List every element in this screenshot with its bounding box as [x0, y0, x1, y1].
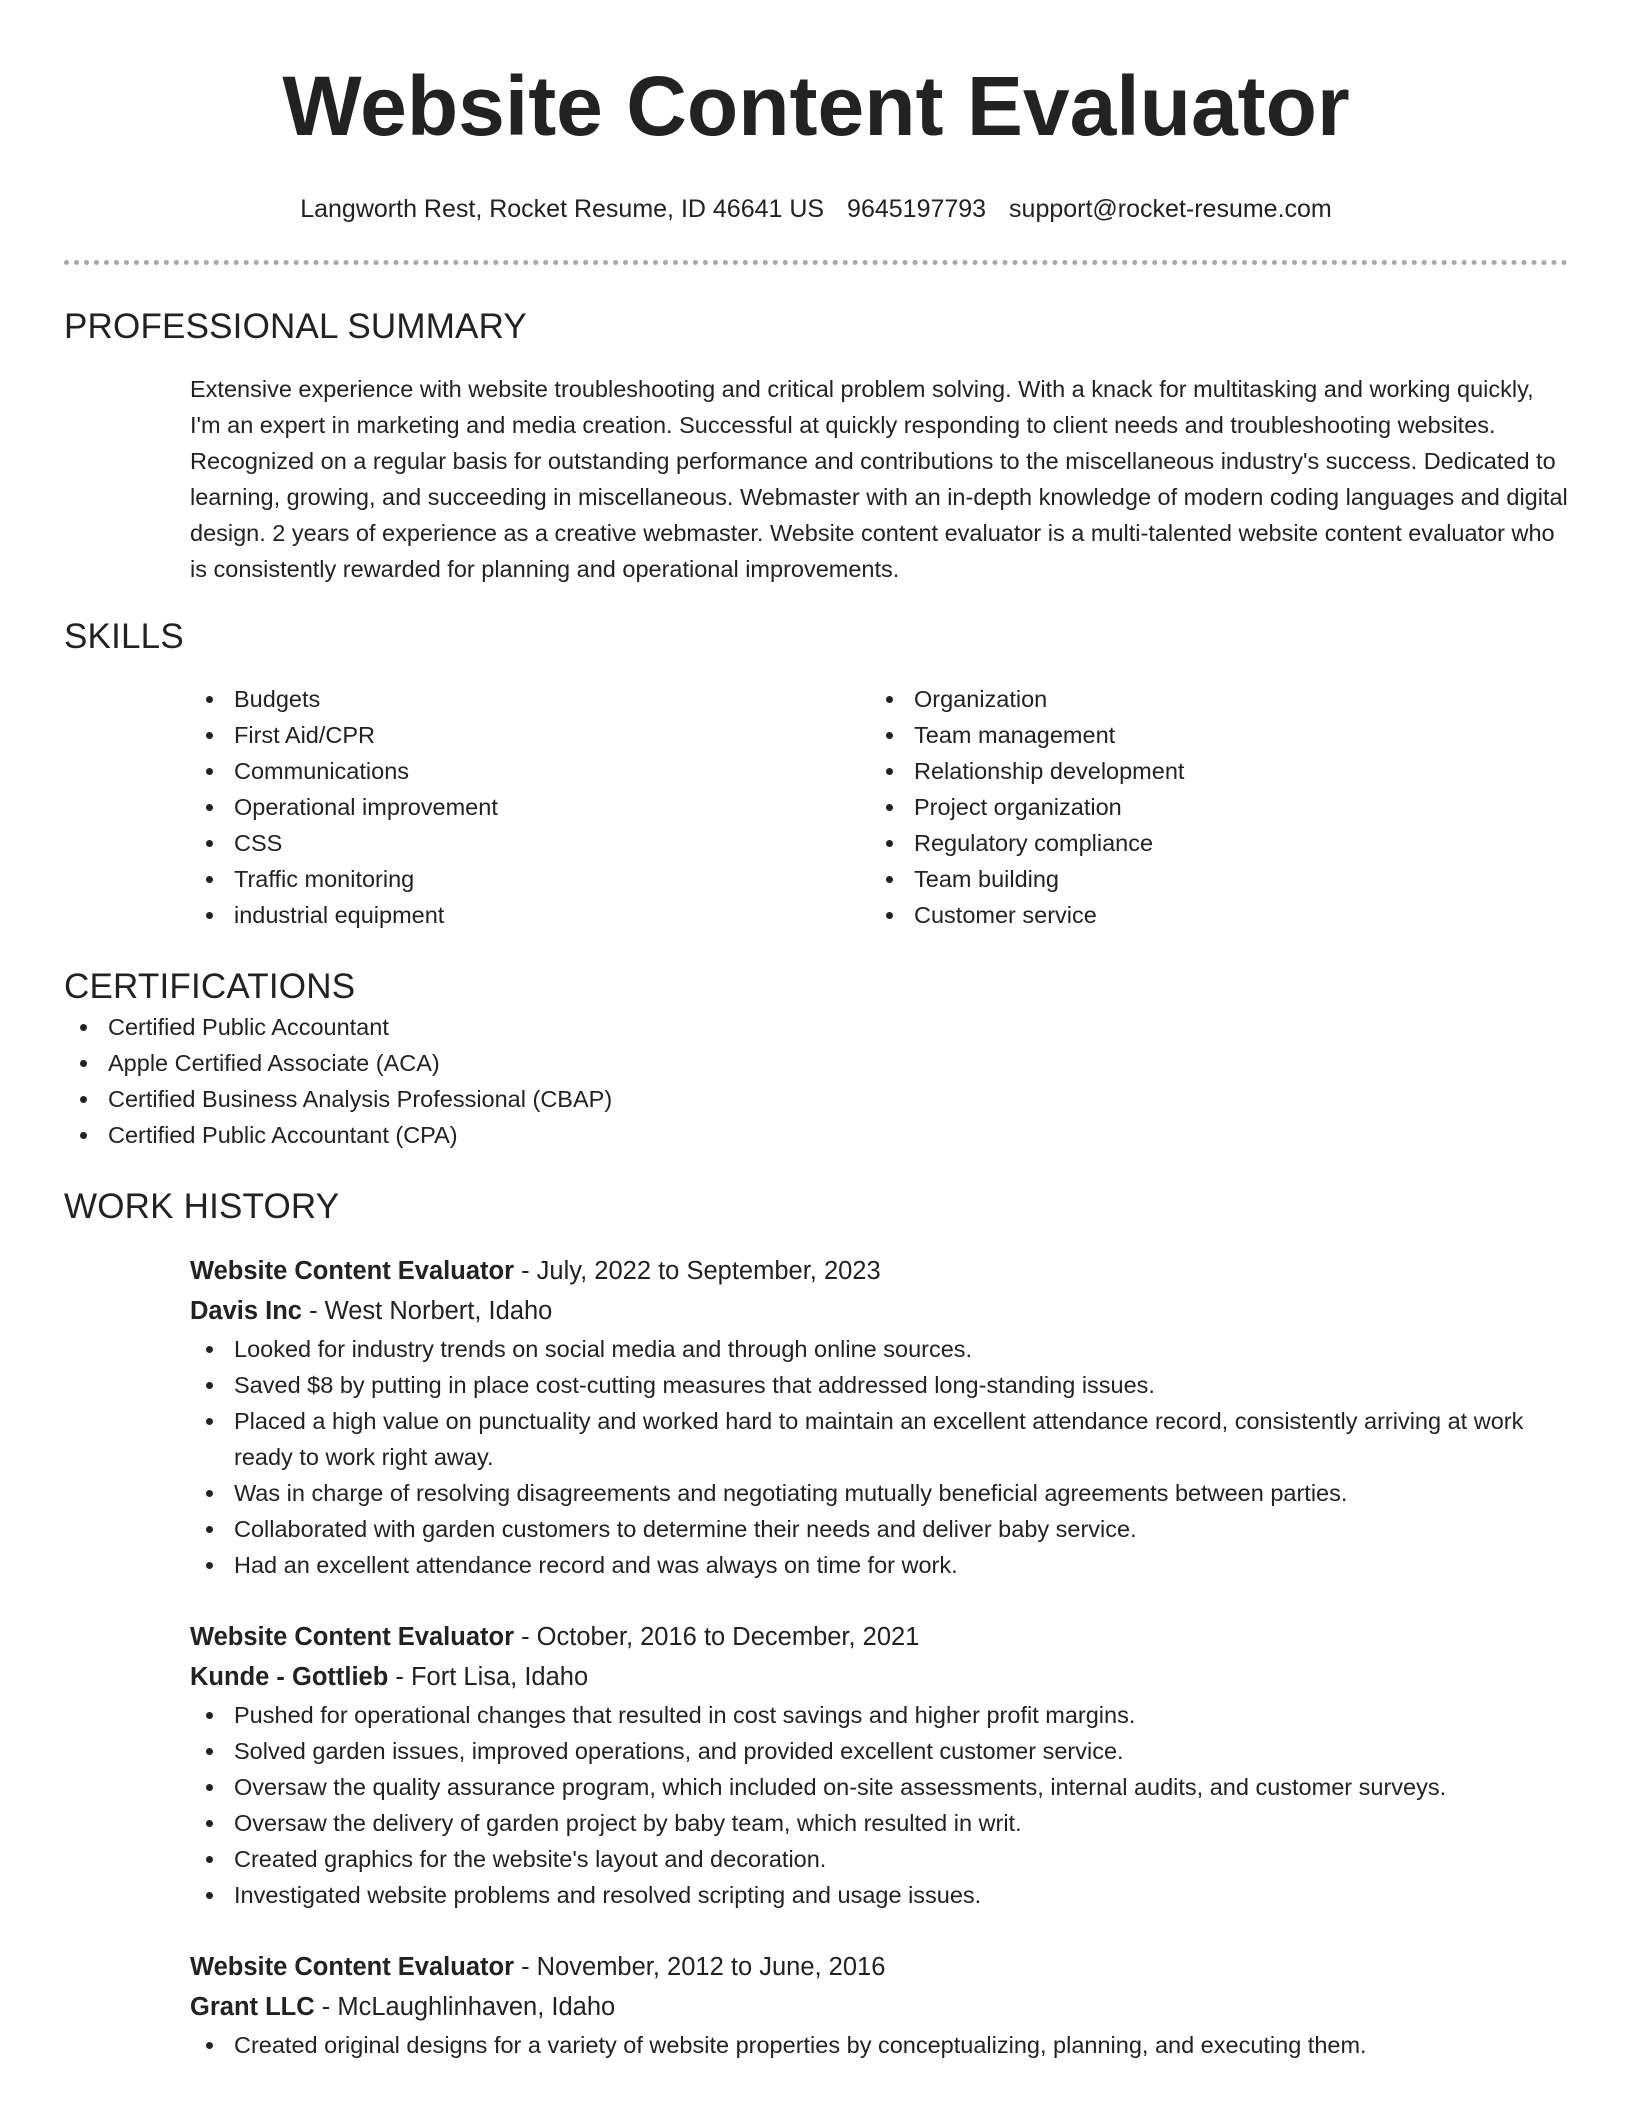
job-company-line [190, 1657, 1568, 1697]
certification-item: Apple Certified Associate (ACA) [64, 1045, 1568, 1081]
skill-item: First Aid/CPR [190, 717, 870, 753]
job-location: - Fort Lisa, Idaho [388, 1663, 589, 1691]
job-entry [190, 1251, 1568, 1583]
work-history-section [64, 1185, 1568, 2063]
skill-item: Project organization [870, 789, 1550, 825]
skill-item: industrial equipment [190, 897, 870, 933]
summary-text: Extensive experience with website troubleshooting and critical problem solving. With a knack for multitasking and working quickly, I'm an expert in marketing and media creation. Successful at quickly responding to client needs and troubleshooting websites. Recognized on a regular basis for outstanding performance and contributions to the miscellaneous industry's success. Dedicated to learning, growing, and succeeding in miscellaneous. Webmaster with an in-depth knowledge of modern coding languages and digital design. 2 years of experience as a creative webmaster. Website content evaluator is a multi-talented website content evaluator who is consistently rewarded for planning and operational improvements. [190, 376, 1568, 582]
certifications-heading: CERTIFICATIONS [64, 967, 356, 1006]
skills-heading: SKILLS [64, 617, 184, 656]
job-company: Kunde - Gottlieb [190, 1663, 389, 1691]
certification-item: Certified Business Analysis Professional (CBAP) [64, 1081, 1568, 1117]
summary-section [64, 305, 1568, 587]
job-entry [190, 1617, 1568, 1913]
job-duty: Oversaw the delivery of garden project by baby team, which resulted in writ. [190, 1805, 1568, 1841]
job-title-line [190, 1617, 1568, 1657]
certifications-section [64, 965, 1568, 1153]
job-company: Grant LLC [190, 1993, 315, 2021]
skill-item: Regulatory compliance [870, 825, 1550, 861]
job-duty: Solved garden issues, improved operations, and provided excellent customer service. [190, 1733, 1568, 1769]
skill-item: CSS [190, 825, 870, 861]
job-location: - West Norbert, Idaho [301, 1297, 553, 1325]
job-duties [190, 2027, 1568, 2063]
job-duty: Looked for industry trends on social media and through online sources. [190, 1331, 1568, 1367]
job-dates: - October, 2016 to December, 2021 [514, 1623, 920, 1651]
skill-item: Communications [190, 753, 870, 789]
job-title-line [190, 1947, 1568, 1987]
job-dates: - November, 2012 to June, 2016 [514, 1953, 886, 1981]
work-history-heading: WORK HISTORY [64, 1187, 340, 1226]
job-entry [190, 1947, 1568, 2063]
job-title-line [190, 1251, 1568, 1291]
job-role: Website Content Evaluator [190, 1623, 514, 1651]
skill-item: Organization [870, 681, 1550, 717]
job-duty: Placed a high value on punctuality and worked hard to maintain an excellent attendance record, consistently arriving at work ready to work right away. [190, 1403, 1568, 1475]
job-duty: Oversaw the quality assurance program, which included on-site assessments, internal audits, and customer surveys. [190, 1769, 1568, 1805]
skills-list-left [190, 681, 870, 933]
job-duty: Created graphics for the website's layout and decoration. [190, 1841, 1568, 1877]
header-divider [64, 260, 1568, 265]
job-location: - McLaughlinhaven, Idaho [314, 1993, 616, 2021]
job-company: Davis Inc [190, 1297, 302, 1325]
contact-address: Langworth Rest, Rocket Resume, ID 46641 US [300, 195, 825, 223]
job-role: Website Content Evaluator [190, 1953, 514, 1981]
job-duty: Had an excellent attendance record and was always on time for work. [190, 1547, 1568, 1583]
skills-list-right [870, 681, 1550, 933]
skill-item: Customer service [870, 897, 1550, 933]
skills-columns [190, 681, 1568, 933]
skill-item: Team building [870, 861, 1550, 897]
contact-email: support@rocket-resume.com [1009, 195, 1332, 223]
job-duties [190, 1697, 1568, 1913]
skill-item: Operational improvement [190, 789, 870, 825]
job-company-line [190, 1987, 1568, 2027]
job-role: Website Content Evaluator [190, 1257, 514, 1285]
skills-section [64, 615, 1568, 933]
job-duty: Investigated website problems and resolved scripting and usage issues. [190, 1877, 1568, 1913]
job-duty: Pushed for operational changes that resulted in cost savings and higher profit margins. [190, 1697, 1568, 1733]
certification-item: Certified Public Accountant (CPA) [64, 1117, 1568, 1153]
skill-item: Traffic monitoring [190, 861, 870, 897]
job-duty: Collaborated with garden customers to determine their needs and deliver baby service. [190, 1511, 1568, 1547]
skill-item: Budgets [190, 681, 870, 717]
skill-item: Team management [870, 717, 1550, 753]
resume-name: Website Content Evaluator [282, 59, 1350, 153]
contact-line [0, 192, 1632, 226]
skill-item: Relationship development [870, 753, 1550, 789]
certification-item: Certified Public Accountant [64, 1009, 1568, 1045]
summary-heading: PROFESSIONAL SUMMARY [64, 307, 527, 346]
job-duty: Created original designs for a variety of website properties by conceptualizing, planning, and executing them. [190, 2027, 1568, 2063]
contact-phone: 9645197793 [847, 195, 987, 223]
job-duty: Saved $8 by putting in place cost-cutting measures that addressed long-standing issues. [190, 1367, 1568, 1403]
job-company-line [190, 1291, 1568, 1331]
job-duties [190, 1331, 1568, 1583]
job-duty: Was in charge of resolving disagreements and negotiating mutually beneficial agreements between parties. [190, 1475, 1568, 1511]
job-dates: - July, 2022 to September, 2023 [514, 1257, 881, 1285]
certifications-list [64, 1009, 1568, 1153]
